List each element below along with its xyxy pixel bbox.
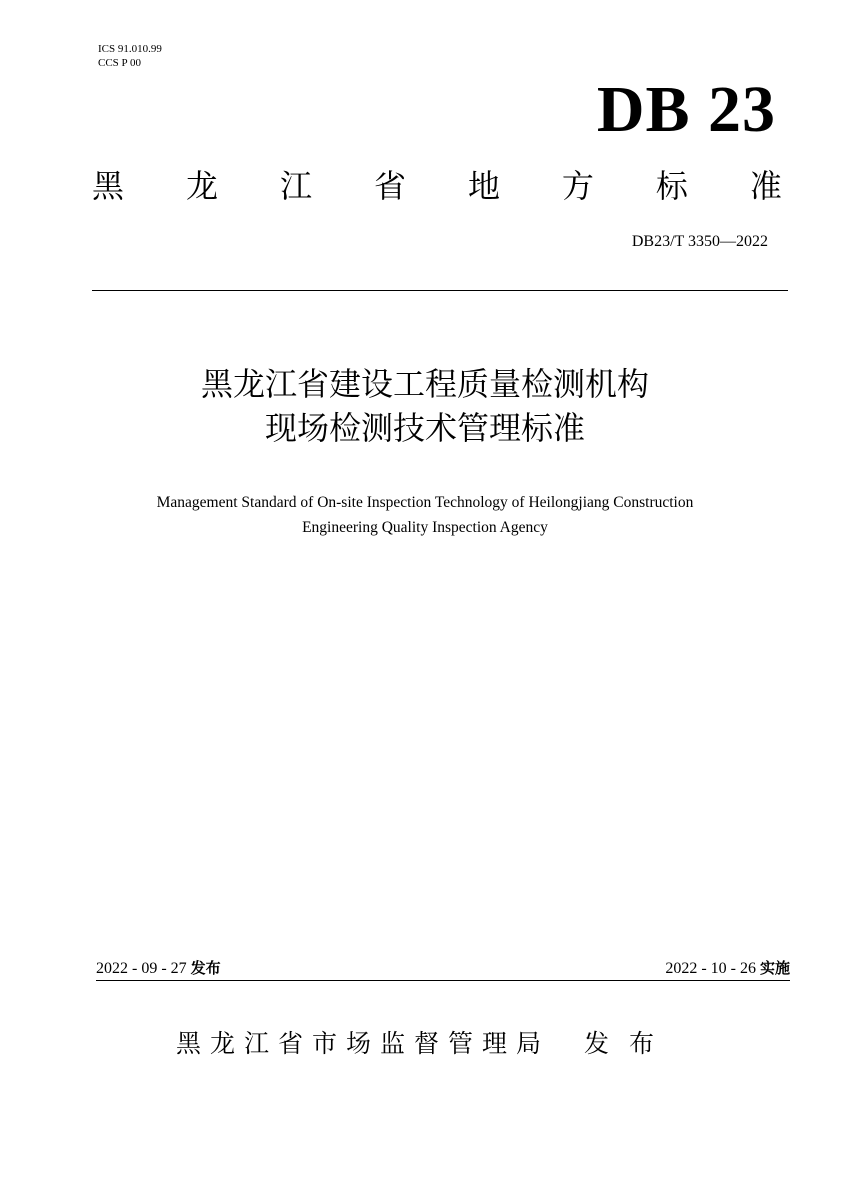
implement-date-block [665, 957, 790, 980]
standard-number: DB23/T 3350—2022 [631, 233, 768, 250]
implement-date: 2022 - 10 - 26 [665, 960, 756, 977]
dates-row [96, 957, 790, 980]
standard-type-char: 龙 [185, 167, 218, 205]
bottom-divider [96, 980, 790, 981]
publisher-action: 发布 [584, 1029, 675, 1058]
standard-type-heading [92, 164, 782, 208]
english-title [60, 490, 790, 540]
standard-type-char: 省 [373, 167, 406, 205]
standard-type-char: 准 [749, 167, 782, 205]
top-divider [92, 290, 788, 291]
standard-type-char: 方 [561, 167, 594, 205]
standard-type-char: 标 [655, 167, 688, 205]
english-title-line-2: Engineering Quality Inspection Agency [302, 519, 548, 536]
implement-label: 实施 [759, 959, 790, 977]
standard-mark: DB 23 [596, 73, 776, 146]
chinese-title-line-2: 现场检测技术管理标准 [264, 409, 585, 447]
chinese-title-line-1: 黑龙江省建设工程质量检测机构 [200, 365, 649, 403]
issue-date: 2022 - 09 - 27 [96, 960, 187, 977]
publisher-org: 黑龙江省市场监督管理局 [175, 1029, 550, 1058]
classification-codes [98, 42, 162, 70]
standard-type-char: 江 [279, 167, 312, 205]
issue-label: 发布 [190, 959, 221, 977]
ics-code: ICS 91.010.99 [98, 43, 162, 55]
chinese-title [0, 362, 850, 450]
standard-type-char: 地 [467, 167, 500, 205]
ccs-code: CCS P 00 [98, 57, 142, 69]
issue-date-block [96, 957, 221, 980]
publisher-line [0, 1026, 850, 1062]
standard-type-char: 黑 [92, 167, 125, 205]
english-title-line-1: Management Standard of On-site Inspection Technology of Heilongjiang Construction [156, 494, 694, 511]
